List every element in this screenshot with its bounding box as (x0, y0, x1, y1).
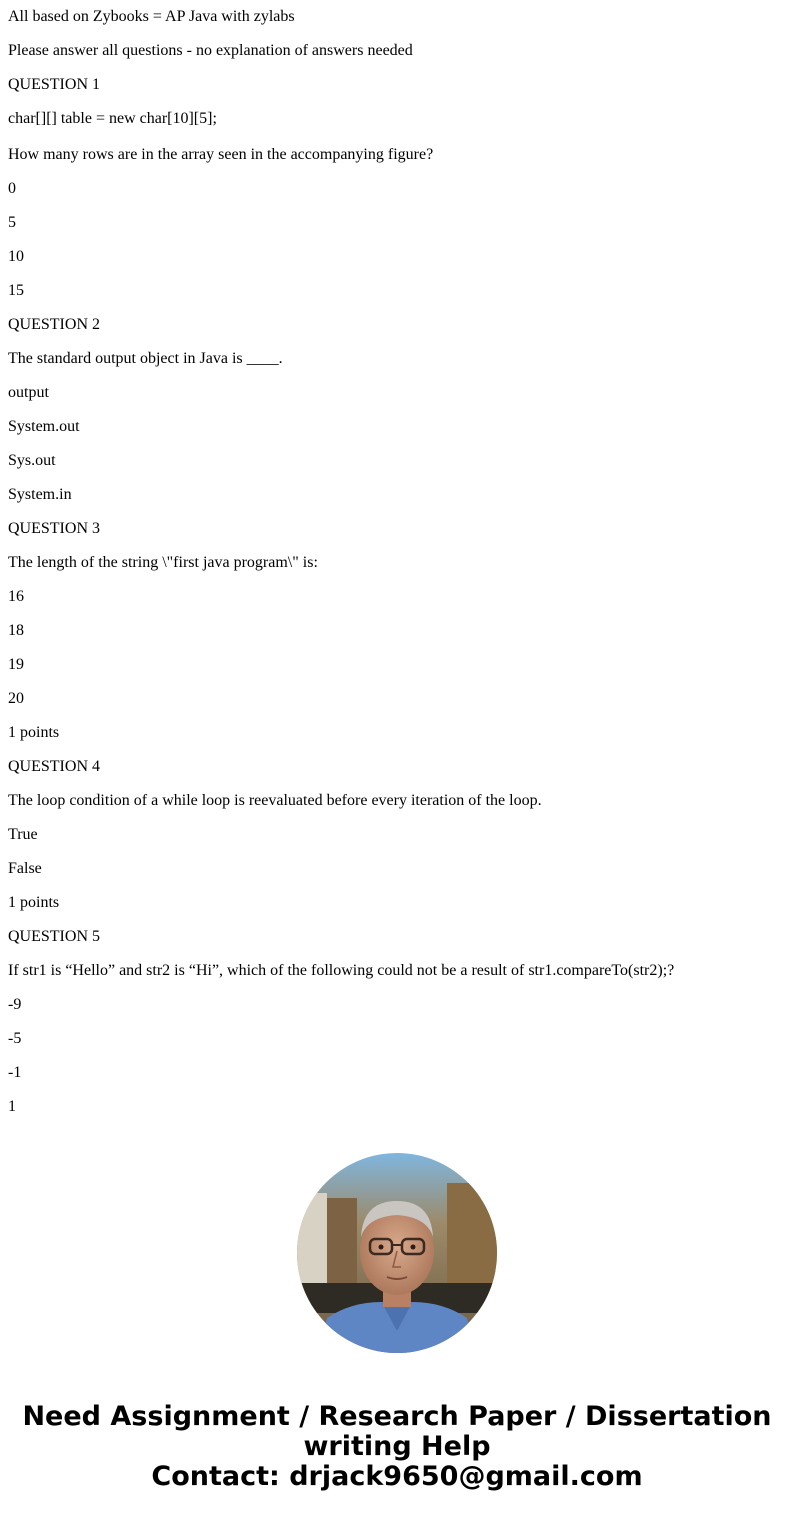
question-3-points: 1 points (8, 724, 60, 741)
question-2-option: output (8, 384, 49, 401)
question-5-option: -5 (8, 1030, 22, 1047)
contact-banner (0, 1402, 794, 1492)
question-3-option: 16 (8, 588, 24, 605)
question-4-option: False (8, 860, 42, 877)
question-5-option: -9 (8, 996, 22, 1013)
banner-line-1: Need Assignment / Research Paper / Dissertation (22, 1401, 772, 1432)
question-2-prompt: The standard output object in Java is ____. (8, 350, 283, 367)
question-2-heading: QUESTION 2 (8, 316, 100, 333)
intro-line-1: All based on Zybooks = AP Java with zylabs (8, 8, 295, 25)
question-5-option: -1 (8, 1064, 22, 1081)
intro-line-2: Please answer all questions - no explanation of answers needed (8, 42, 413, 59)
question-5-heading: QUESTION 5 (8, 928, 100, 945)
question-5-prompt: If str1 is “Hello” and str2 is “Hi”, which of the following could not be a result of str1.compareTo(str2);? (8, 962, 675, 979)
author-photo (297, 1153, 497, 1353)
question-1-option: 15 (8, 282, 24, 299)
question-3-option: 19 (8, 656, 24, 673)
question-4-option: True (8, 826, 38, 843)
question-3-heading: QUESTION 3 (8, 520, 100, 537)
banner-line-3: Contact: drjack9650@gmail.com (151, 1461, 643, 1492)
question-3-prompt: The length of the string \"first java program\" is: (8, 554, 318, 571)
question-2-option: Sys.out (8, 452, 56, 469)
question-4-heading: QUESTION 4 (8, 758, 100, 775)
question-3-option: 18 (8, 622, 24, 639)
question-5-option: 1 (8, 1098, 16, 1115)
question-2-option: System.in (8, 486, 72, 503)
question-1-option: 5 (8, 214, 16, 231)
question-1-option: 0 (8, 180, 16, 197)
question-1-heading: QUESTION 1 (8, 76, 100, 93)
banner-line-2: writing Help (303, 1431, 491, 1462)
question-1-code: char[][] table = new char[10][5]; (8, 110, 217, 127)
question-1-prompt: How many rows are in the array seen in the accompanying figure? (8, 146, 434, 163)
portrait-image (297, 1153, 497, 1353)
question-4-prompt: The loop condition of a while loop is reevaluated before every iteration of the loop. (8, 792, 542, 809)
question-4-points: 1 points (8, 894, 60, 911)
question-3-option: 20 (8, 690, 24, 707)
question-2-option: System.out (8, 418, 80, 435)
question-1-option: 10 (8, 248, 24, 265)
